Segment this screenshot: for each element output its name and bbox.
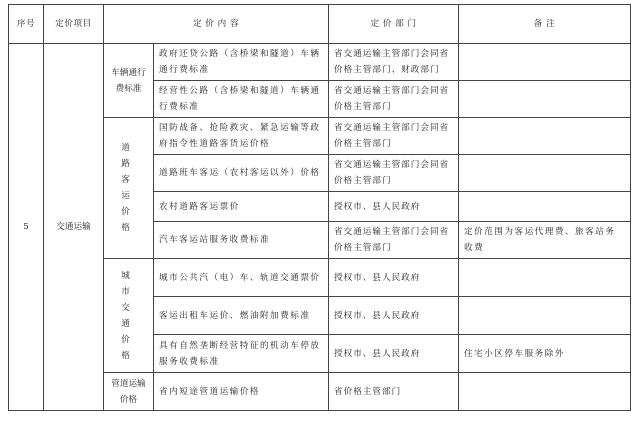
header-dept: 定 价 部 门 bbox=[329, 5, 459, 44]
content-cell: 国防战备、抢险救灾、紧急运输等政府指令性道路客货运价格 bbox=[154, 118, 329, 155]
note-cell bbox=[459, 297, 631, 335]
dept-cell: 省交通运输主管部门会同省价格主管部门 bbox=[329, 81, 459, 118]
group-vehicle-toll: 车辆通行费标准 bbox=[104, 44, 154, 118]
dept-cell: 省交通运输主管部门会同省价格主管部门、财政部门 bbox=[329, 44, 459, 81]
content-cell: 城市公共汽（电）车、轨道交通票价 bbox=[154, 259, 329, 297]
table-row bbox=[9, 44, 631, 81]
note-cell: 住宅小区停车服务除外 bbox=[459, 335, 631, 373]
content-cell: 汽车客运站服务收费标准 bbox=[154, 222, 329, 259]
note-cell bbox=[459, 44, 631, 81]
dept-cell: 授权市、县人民政府 bbox=[329, 297, 459, 335]
dept-cell: 授权市、县人民政府 bbox=[329, 192, 459, 222]
document-page bbox=[8, 4, 631, 411]
header-item: 定价项目 bbox=[44, 5, 104, 44]
group-road-passenger: 道 路 客 运 价 格 bbox=[104, 118, 154, 259]
note-cell bbox=[459, 118, 631, 155]
note-cell: 定价范围为客运代理费、旅客站务收费 bbox=[459, 222, 631, 259]
item-cell: 交通运输 bbox=[44, 44, 104, 411]
header-note: 备 注 bbox=[459, 5, 631, 44]
content-cell: 省内短途管道运输价格 bbox=[154, 373, 329, 411]
note-cell bbox=[459, 373, 631, 411]
dept-cell: 省价格主管部门 bbox=[329, 373, 459, 411]
dept-cell: 省交通运输主管部门会同省价格主管部门 bbox=[329, 118, 459, 155]
dept-cell: 省交通运输主管部门会同省价格主管部门 bbox=[329, 222, 459, 259]
dept-cell: 授权市、县人民政府 bbox=[329, 259, 459, 297]
group-urban-transit: 城 市 交 通 价 格 bbox=[104, 259, 154, 373]
content-cell: 道路班车客运（农村客运以外）价格 bbox=[154, 155, 329, 192]
table-header-row bbox=[9, 5, 631, 44]
content-cell: 农村道路客运票价 bbox=[154, 192, 329, 222]
pricing-catalog-table bbox=[8, 4, 631, 411]
content-cell: 具有自然垄断经营特征的机动车停放服务收费标准 bbox=[154, 335, 329, 373]
note-cell bbox=[459, 192, 631, 222]
dept-cell: 授权市、县人民政府 bbox=[329, 335, 459, 373]
header-seq: 序号 bbox=[9, 5, 44, 44]
note-cell bbox=[459, 259, 631, 297]
header-content: 定 价 内 容 bbox=[104, 5, 329, 44]
note-cell bbox=[459, 81, 631, 118]
content-cell: 经营性公路（含桥梁和隧道）车辆通行费标准 bbox=[154, 81, 329, 118]
content-cell: 客运出租车运价、燃油附加费标准 bbox=[154, 297, 329, 335]
group-pipeline: 管道运输价格 bbox=[104, 373, 154, 411]
dept-cell: 省交通运输主管部门会同省价格主管部门 bbox=[329, 155, 459, 192]
content-cell: 政府还贷公路（含桥梁和隧道）车辆通行费标准 bbox=[154, 44, 329, 81]
seq-cell: 5 bbox=[9, 44, 44, 411]
note-cell bbox=[459, 155, 631, 192]
